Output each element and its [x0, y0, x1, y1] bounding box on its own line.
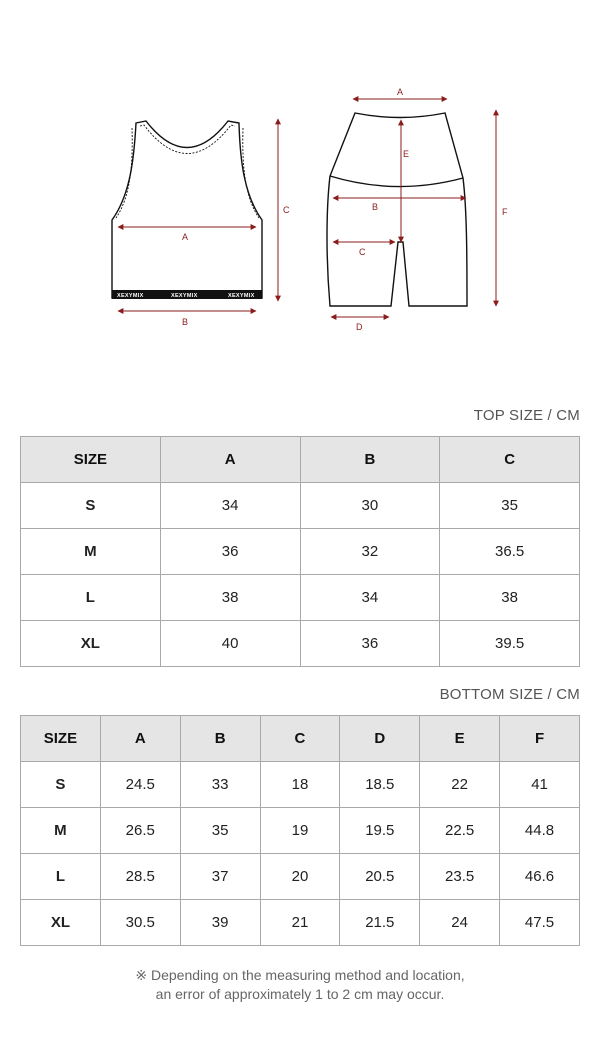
value-cell: 20 [260, 854, 340, 900]
shorts-illustration [327, 113, 467, 306]
table-row [21, 575, 580, 621]
header-cell: B [300, 437, 440, 483]
header-cell: A [160, 437, 300, 483]
header-cell: D [340, 716, 420, 762]
value-cell: 19 [260, 808, 340, 854]
header-cell: A [100, 716, 180, 762]
size-cell: L [21, 575, 161, 621]
value-cell: 38 [440, 575, 580, 621]
value-cell: 44.8 [500, 808, 580, 854]
value-cell: 35 [180, 808, 260, 854]
top-size-caption: TOP SIZE / CM [473, 407, 580, 424]
value-cell: 18.5 [340, 762, 420, 808]
top-dim-a-label: A [182, 232, 189, 242]
size-cell: XL [21, 900, 101, 946]
header-cell: F [500, 716, 580, 762]
top-dim-b-label: B [182, 317, 189, 327]
size-cell: S [21, 762, 101, 808]
brand-label-center: XEXYMIX [171, 293, 198, 299]
header-cell: B [180, 716, 260, 762]
table-row [21, 900, 580, 946]
measurement-disclaimer [0, 966, 600, 1004]
header-cell: SIZE [21, 437, 161, 483]
brand-label-right: XEXYMIX [228, 293, 255, 299]
bottom-dim-b-label: B [372, 202, 379, 212]
table-row [21, 483, 580, 529]
top-dim-c-label: C [283, 205, 290, 215]
value-cell: 22.5 [420, 808, 500, 854]
value-cell: 21.5 [340, 900, 420, 946]
bottom-size-caption: BOTTOM SIZE / CM [439, 686, 580, 703]
disclaimer-line-2: an error of approximately 1 to 2 cm may occur. [155, 986, 445, 1002]
header-cell: C [260, 716, 340, 762]
value-cell: 26.5 [100, 808, 180, 854]
value-cell: 30.5 [100, 900, 180, 946]
table-row [21, 621, 580, 667]
value-cell: 33 [180, 762, 260, 808]
size-cell: S [21, 483, 161, 529]
value-cell: 21 [260, 900, 340, 946]
bottom-dim-e-label: E [403, 149, 410, 159]
value-cell: 23.5 [420, 854, 500, 900]
table-header-row [21, 716, 580, 762]
value-cell: 40 [160, 621, 300, 667]
header-cell: E [420, 716, 500, 762]
size-cell: L [21, 854, 101, 900]
bottom-size-table [20, 715, 580, 946]
value-cell: 30 [300, 483, 440, 529]
brand-label-left: XEXYMIX [117, 293, 144, 299]
header-cell: SIZE [21, 716, 101, 762]
table-header-row [21, 437, 580, 483]
bottom-dim-d-label: D [356, 322, 363, 332]
value-cell: 24 [420, 900, 500, 946]
value-cell: 36.5 [440, 529, 580, 575]
bottom-dim-f-label: F [502, 207, 508, 217]
value-cell: 24.5 [100, 762, 180, 808]
table-row [21, 854, 580, 900]
value-cell: 37 [180, 854, 260, 900]
value-cell: 39.5 [440, 621, 580, 667]
value-cell: 46.6 [500, 854, 580, 900]
disclaimer-line-1: ※ Depending on the measuring method and location, [135, 967, 465, 983]
value-cell: 36 [160, 529, 300, 575]
value-cell: 20.5 [340, 854, 420, 900]
size-cell: M [21, 808, 101, 854]
table-row [21, 808, 580, 854]
value-cell: 32 [300, 529, 440, 575]
value-cell: 47.5 [500, 900, 580, 946]
value-cell: 34 [300, 575, 440, 621]
value-cell: 39 [180, 900, 260, 946]
table-row [21, 762, 580, 808]
garment-measurement-diagram [0, 0, 600, 360]
table-row [21, 529, 580, 575]
value-cell: 36 [300, 621, 440, 667]
value-cell: 22 [420, 762, 500, 808]
top-size-table [20, 436, 580, 667]
bottom-dim-c-label: C [359, 247, 366, 257]
value-cell: 28.5 [100, 854, 180, 900]
bottom-dim-a-label: A [397, 87, 404, 97]
value-cell: 34 [160, 483, 300, 529]
value-cell: 18 [260, 762, 340, 808]
value-cell: 41 [500, 762, 580, 808]
value-cell: 38 [160, 575, 300, 621]
size-cell: XL [21, 621, 161, 667]
size-cell: M [21, 529, 161, 575]
header-cell: C [440, 437, 580, 483]
value-cell: 35 [440, 483, 580, 529]
crop-top-illustration [112, 121, 262, 299]
value-cell: 19.5 [340, 808, 420, 854]
